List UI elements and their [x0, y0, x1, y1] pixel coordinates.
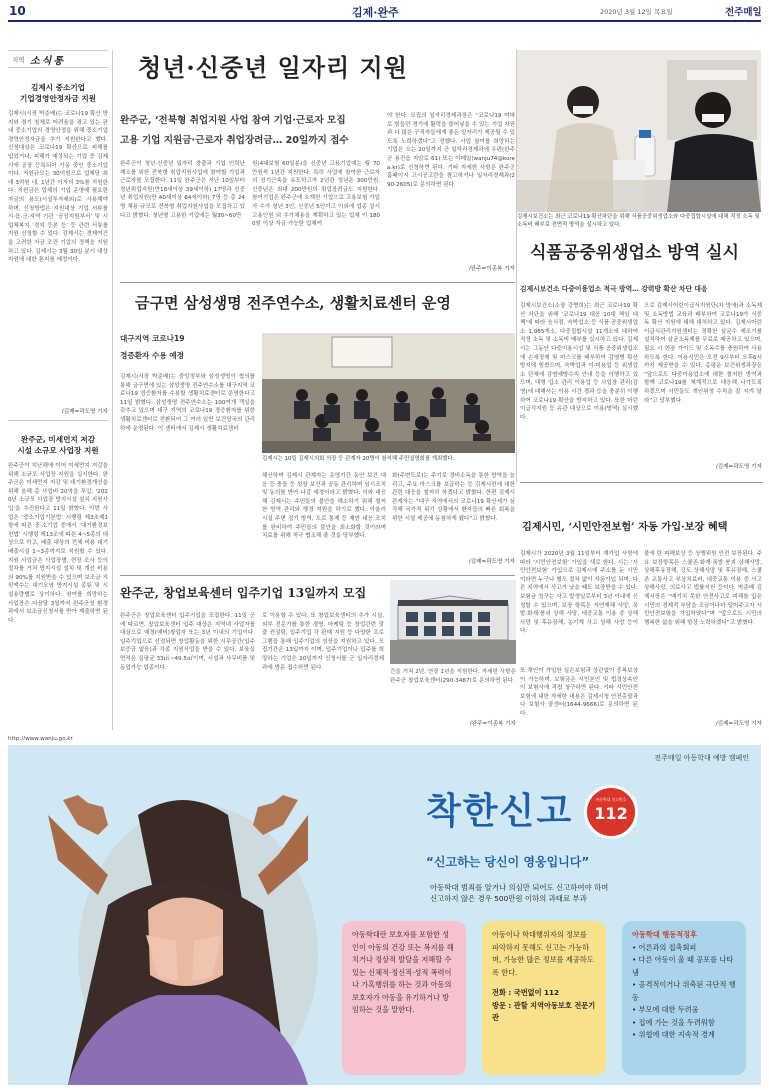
samsung-col1: 김제시(시장 박준배)는 중앙정부와 삼성생명이 협의를 통해 금구면에 있는 삼성생명 전주연수소를 대구지역 코로나19 경증환자를 수용할 생활치료센터로 운영한다고 11일 밝혔다. 삼성생명 전주연수소는 100여개 객실을 갖추고 있으며 대구 지역의 코로나19 경증환자를 위한 생활치료센터로 전환되어 그 여러 일반 보건당국의 관리하에 운영된다. 이 센터에서 김제시 생활치료센터	[120, 374, 255, 432]
ad-description: 아동학대 범죄를 알거나 의심만 되어도 신고하여야 하며 신고하지 않은 경우 500만원 이하의 과태료 부과	[430, 883, 609, 903]
ad-sign-item: • 부모에 대한 두려움	[632, 1005, 699, 1014]
sidebar-article2-link[interactable]: http://www.wanju.go.kr	[8, 736, 73, 742]
insurance-top-rule	[520, 482, 763, 483]
daycare-photo-image	[390, 580, 516, 664]
insurance-col3: 물에 탄 피해보상 등 상행위원 안전 보장된다. 주요 보장항목은 스쿨존·화재·폭발·붕괴 상해사망, 상해후유장해, 강도 상해사망 및 후유장해, 스쿨존 교통사고 부상치료비, 대중교통 이용 중 사고 상해사망, 의료사고 법률지원 등이다. 박준배 김제시장은 “예기치 못한 안전사고로 피해를 입은 시민의 경제적 부담을 조금이나마 덜어주고자 시민안전보험을 가입하였다”며 “앞으로도 시민의 행복한 삶을 위해 항상 노력하겠다”고 밝혔다.	[644, 551, 762, 626]
youth-headline: 청년·신중년 일자리 지원	[138, 53, 408, 82]
ad-badge-112	[584, 785, 638, 839]
ad-box-report-phone: 전화 : 국번없이 112	[492, 988, 560, 997]
samsung-subhead2: 경증환자 수용 예정	[120, 351, 184, 360]
sidebar-article2-body: 완주군이 지난해에 이어 미세먼지 저감을 위해 소규모 사업장 지원을 실시한다. 완주군은 미세먼지 저감 및 대기환경개선을 위해 올해 총 사업비 20억을 투입, ‘2020년 소규모 사업장 방지시설 설치 지원사업’을 추진한다고 11일 밝혔다. 이번 사업은 ‘중소기업기본법’ 시행령 제3조제1항에 따른 중·소기업 중에서 ‘대기환경보전법’ 시행령 제13조에 따른 4~5종의 대상으로 하고, 배출 대상의 전체 비용 대기배출시설 1~3종까지로 지원할 수 있다. 지원 사업금은 사업장별, 현장 조사 등의 절차를 거쳐 방지시설 설치 및 개선 비용의 90%를 지원받을 수 있으며 보조금 지원액수는 대기오염 방지시설 종류 및 시설용량별로 상이하다. 참여를 희망하는 사업장은 다음달 3일까지 완주군청 환경과에서 보조금신청서를 받아 제출하면 된다.	[8, 463, 108, 624]
youth-col2: 원(4대보험 60일분)을 신중년 고용기업에는 월 70만원씩 1년간 지원한다. 특히 사업에 참여한 근로자의 장기근속을 유도하고자 2년간 청년은 300만원, 신중년은 최대 200만원의 취업장려금도 지원한다. 참여기업은 완주군에 소재한 기업으로 고용보험 가입자 수가 청년 3인, 신중년 5인이고 이외에 업종 상시 고용인원 외 추가채용을 계획하고 있는 업체 이 1800원 이상 자금 가능한 업체여	[252, 161, 380, 228]
ad-box-definition	[342, 921, 466, 1075]
ad-box-signs-title: 아동학대 행동적징후	[632, 930, 697, 939]
samsung-col2: 해산하며 김제시 관계자는 운영기간 동안 보건 대응 등 충돌 등 성장 보건과 공동 관리하며 임시조치 및 동의를 받아 나갈 예정이라고 밝혔다. 이와 대응해 김제시는 주민들의 불안을 해소하기 위해 철저한 방역 관리와 행정 지원을 하기로 했다. 아울러 시설 주변 정기 방역, 도로 통제 등 제반 대응 조치를 완비하여 주민들의 불안을 최소화할 것이라며 치료를 위해 적극 협조해 줄 것을 당부했다.	[262, 473, 386, 540]
insurance-headline: 김제시민, ‘시민안전보험’ 자동 가입·보장 혜택	[522, 521, 728, 533]
ad-badge-text: 아동학대 신고번호	[595, 797, 627, 802]
hygiene-photo	[517, 50, 761, 212]
sidebar-article1-title: 김제시 중소기업 기업경영안정자금 지원	[20, 83, 96, 103]
sidebar-article2-title: 완주군, 미세먼지 저감 시설 소규모 사업장 지원	[17, 435, 99, 455]
samsung-byline: /김제=곽도영 기자	[468, 559, 515, 565]
ad-campaign-banner	[8, 745, 761, 1085]
samsung-photo-caption: 김제시는 10일 김제시의회 의장 등 관계자 20명이 참석해 주민설명회를 개최했다.	[262, 456, 455, 462]
hygiene-subhead: 김제시보건소 다중이용업소 적극 방역… 강력방 확산 차단 대응	[520, 285, 708, 293]
youth-divider	[120, 282, 515, 283]
ad-child-illustration	[8, 745, 368, 1085]
daycare-col3: 간을 거쳐 2년, 연장 1년을 지원한다. 자세한 사항은 완주군 창업보육센터(290-3487)로 문의하면 된다.	[390, 669, 516, 684]
sidebar-badge-title: 소식통	[30, 56, 65, 67]
samsung-subhead1: 대구지역 코로나19	[120, 334, 185, 343]
ad-box-report-text: 아동이나 학대행위자의 정보를 파악하지 못해도 신고는 가능하며, 가능한 많은 정보를 제공하도록 한다.	[492, 930, 594, 977]
daycare-col2: 로 이용할 수 있다. 또 창업보육센터의 추가 시설, 외부 전문가를 통한 경영, 마케팅 등 창업관련 맞춤 컨설팅, 입주기업 각 판매 지원 등 다양한 프로그램을 통해 입주기업의 성장을 지원하고 있다. 모집기간은 13일까지 이며, 입주기업이나 입주를 희망하는 기업은 20일까지 신청서를 군 일자리경제과에 방문 접수하면 된다.	[262, 613, 384, 671]
ad-sign-item: • 어른과의 접촉회피	[632, 942, 697, 952]
ad-box-report-visit: 방문 : 관할 지역아동보호 전문기관	[492, 1000, 596, 1022]
insurance-byline: /김제=곽도영 기자	[715, 721, 762, 727]
ad-sign-item: • 집에 가는 것을 두려워함	[632, 1017, 715, 1027]
sidebar-badge	[8, 50, 108, 68]
youth-col3: 야 한다. 모집의 일자리경제과장은 “코로나19 여파로 힘들던 경기에 활력을 불어넣을 수 있는 기업 지원과 더 많은 구직자들에게 좋은 일자리가 제공될 수 있도록 노력하겠다”고 전했다. 사업 참여를 희망하는 기업은 오는 20일까지 군 일자리경제과에 우편(완주군 용진읍 지암로 61) 또는 이메일(wanju74@korea.kr)로 신청하면 된다. 기타 자세한 사항은 완주군 홈페이지 고시공고란을 참고하거나 일자리경제과(290-2605)로 문의하면 된다.	[387, 113, 515, 188]
section-title: 김제·완주	[352, 6, 399, 19]
paper-name: 전주매일	[725, 7, 762, 18]
daycare-col1: 완주군은 창업보육센터 입주기업을 모집한다. 11일 군에 따르면, 창업보육센터 입주 대상은 지역내 사업자를 대상으로 예정(예비)창업자 또는 3년 이내의 기업이다. 입주기업으로 선정되면 창업활동을 위한 시무공간(입주 보증금 없음)과 각종 지원사업을 받을 수 있다. 보육실 면적은 실평균 33㎡~49.5㎡이며, 시설과 사무비품 및 동업가능 업종이다.	[120, 613, 255, 671]
insurance-col2: 또 개인이 가입한 실손보험과 상관없이 중복보상이 가능하며, 보험금은 시민본인 및 법정상속인이 보험사에 직접 청구하면 된다. 기타 시민안전보험에 대한 자세한 내용은 김제시청 안전총괄과나 보험사 콜센터(1644-9666)로 문의하면 된다.	[520, 668, 638, 717]
sidebar-article1-body: 김제시(시장 박준배)는 코로나19 확산 방지와 경기 침체로 어려움을 겪고 있는 관내 중소기업의 경영안정을 위해 중소기업 경영안정자금을 추가 지원한다고 했다. 신청대상은 코로나19 확산으로 피해를 입었거나, 피해가 예상되는 기업 중 김제시에 공장 등록되어 가동 중인 중소기업이다. 지원규모는 30억원으로 업체당 최대 3억원 내, 1년간 이자의 3%를 지원한다. 지원금은 업체의 기업 운영에 필요한 자금의 용도(시설투자제외)로 사용해야 하며, 신청방법은 지원대상 기업 서류를 시·읍·군·지역 기관 ‘공장지원부서’ 및 시업체복지 ‘경지 등본 등’ 등 관련 서류를 지원 신청할 수 있다. 김제시는 경제여건을 고려한 자금 조건 기업의 정책을 지원하고 있다. 김제시는 3월 30일 분기 대상 지원에 대한 통지를 예정이다.	[8, 111, 108, 264]
header-rule	[8, 20, 761, 22]
hygiene-photo-image	[517, 50, 761, 212]
hygiene-headline: 식품공중위생업소 방역 실시	[530, 243, 739, 263]
samsung-col3: 화(주변도로)는 주기로 경비소독을 통한 방역을 늘리고, 주요 마스크를 보급하는 등 김제시민에 대한 관련 대응을 철저히 하겠다고 밝혔다. 한편 김제시 관계자는 “대구 지역에서의 코로나19 확산세가 심각해 국가적 위기 상황에서 환자들의 빠른 회복을 위한 시설 제공에 동참하게 됐다”고 밝혔다.	[392, 473, 515, 522]
hygiene-photo-caption: 김제시보건소는 최근 코로나19 확산차단을 위해 식품공중위생업소와 다중집합시설에 대해 적정 소독 및 소독비 배부로 전면적 방역을 실시하고 있다.	[517, 214, 760, 228]
hygiene-col1: 김제시보건소(소장 강병희)는 최근 코로나19 확산 차단을 위해 ‘코로나19 대응 10대 책임 대책’에 따라 음식점, 숙박업소 등 식품·공중위생업소 1,985개소, 다중집합시설 11개소에 대하여 적정 소독 및 소독비 배부를 실시하고 있다. 김제시는 그동안 다중이용시설 및 식품·공중위생업소에 손세정제 및 마스크를 배부하여 감염병 확산 방지에 힘썼으며, 숙박업과 이·미용업 등 위생업소 단체에 감염예방수칙 안내 등을 이행하고 있으며, 대형 업소 관리 이용업 등 사업장 관리(감염)에 대해서는 이용 시간 경과 등을 충분히 이행하여 코로나19 확산을 방지하고 있다. 또한 어린이급식지원 등 유관 대상으로 이용(방역) 실시했다.	[520, 303, 638, 421]
issue-date: 2020년 3월 12일 목요일	[600, 8, 673, 16]
sidebar-article1-byline: /김제=곽도영 기자	[61, 409, 108, 415]
sidebar	[8, 50, 108, 742]
ad-sign-item: • 다른 아동이 울 때 공포를 나타냄	[632, 955, 734, 977]
youth-subhead2: 고용 기업 지원금·근로자 취업장려금… 20일까지 접수	[120, 135, 349, 146]
samsung-divider	[120, 575, 515, 576]
ad-slogan: “신고하는 당신이 영웅입니다”	[426, 855, 590, 869]
daycare-byline: /완주=이종복 기자	[469, 721, 516, 727]
youth-col1: 완주군이 청년·신중년 일자리 창출과 기업 인력난 해소를 위한 전북형 취업지원사업에 참여할 기업과 근로자를 모집한다. 11일 완주군은 지난 10일부터 청년취업지원(만18세이상 39세이하) 17명과 신중년 취업지원(만 40세이상 64세이하) 7명 등 총 24명 채용 규모로 전북형 취업지원사업을 모집하고 있다고 밝혔다. 청년형 고용한 기업에는 월30~60만	[120, 161, 245, 219]
right-column-rule	[516, 50, 517, 482]
sidebar-rule	[112, 50, 113, 730]
daycare-headline: 완주군, 창업보육센터 입주기업 13일까지 모집	[120, 586, 367, 600]
page-header	[0, 0, 769, 22]
sidebar-badge-prefix: 지역	[12, 56, 25, 64]
ad-box-signs-list	[632, 942, 736, 1042]
samsung-headline: 금구면 삼성생명 전주연수소, 생활치료센터 운영	[135, 294, 451, 312]
daycare-photo	[390, 580, 516, 664]
ad-badge-number: 112	[594, 804, 628, 823]
samsung-photo-image	[262, 333, 515, 453]
page-number: 10	[9, 4, 26, 18]
sidebar-divider	[8, 420, 108, 421]
ad-box-definition-text: 아동학대란 보호자를 포함한 성인이 아동의 건강 또는 복지를 해치거나 정상적 발달을 저해할 수 있는 신체적·정신적·성적 폭력이나 가혹행위를 하는 것과 아동의 보호자가 아동을 유기하거나 방임하는 것을 말한다.	[352, 930, 454, 1014]
ad-box-report	[482, 921, 606, 1075]
hygiene-col2: 으로 김제시어린이급식지원단(차 영애)과 소독제 및 소독방법 교육과 배부하여 코로나19가 식중독 확산 지원에 대해 대처하고 있다. 김제시어린이급식관리지원센터는 정확한 살균수 제조기를 설치하여 살균소독제를 무료로 제공하고 있으며, 필요 시 현장 가이드 및 소독수를 충원하여 사용하도록 한다. 이용시민은 오전 9시부터 오후6시까지 제공받을 수 있다. 총평운 보건위생과장은 “앞으로도 다중이용업소에 대한 철저한 방역과 함께 코로나19를 체계적으로 대응해 나가도록 하겠으며 시민들도 개인위생 수칙을 잘 지켜 달라”고 당부했다.	[644, 303, 762, 404]
ad-sign-item: • 위협에 대한 지속적 경계	[632, 1030, 715, 1039]
insurance-col1: 김제시가 2020년 3월 11일부터 재가입 사항에 따라 ‘시민안전보험’ 가입을 새로 한다. 시는 ‘시민안전보험’ 가입으로 김제시에 주소를 둔 시민이라면 누구나 별도 절차 없이 자동가입 되며, 다른 지역에서 사고가 났을 때도 보장받을 수 있다. 보험금 청구는 사고 발생일로부터 3년 이내에 신청할 수 있으며, 보장 항목은 자연재해 사망, 폭발·화재·붕괴 상해 사망, 대중교통 이용 중 상해 사망 및 후유장해, 농기계 사고 상해 사망 등이다.	[520, 551, 638, 635]
ad-title: 착한신고	[426, 791, 574, 832]
youth-byline: /완주=이종복 기자	[468, 266, 515, 272]
samsung-photo	[262, 333, 515, 453]
youth-subhead: 완주군, ‘전북형 취업지원 사업 참여 기업·근로자 모집	[120, 115, 346, 126]
hygiene-byline: /김제=곽도영 기자	[715, 464, 762, 470]
ad-box-signs	[622, 921, 746, 1075]
ad-campaign-label: 전주매일 아동학대 예방 캠페인	[654, 754, 749, 762]
ad-sign-item: • 공격적이거나 위축된 극단적 행동	[632, 980, 736, 1002]
